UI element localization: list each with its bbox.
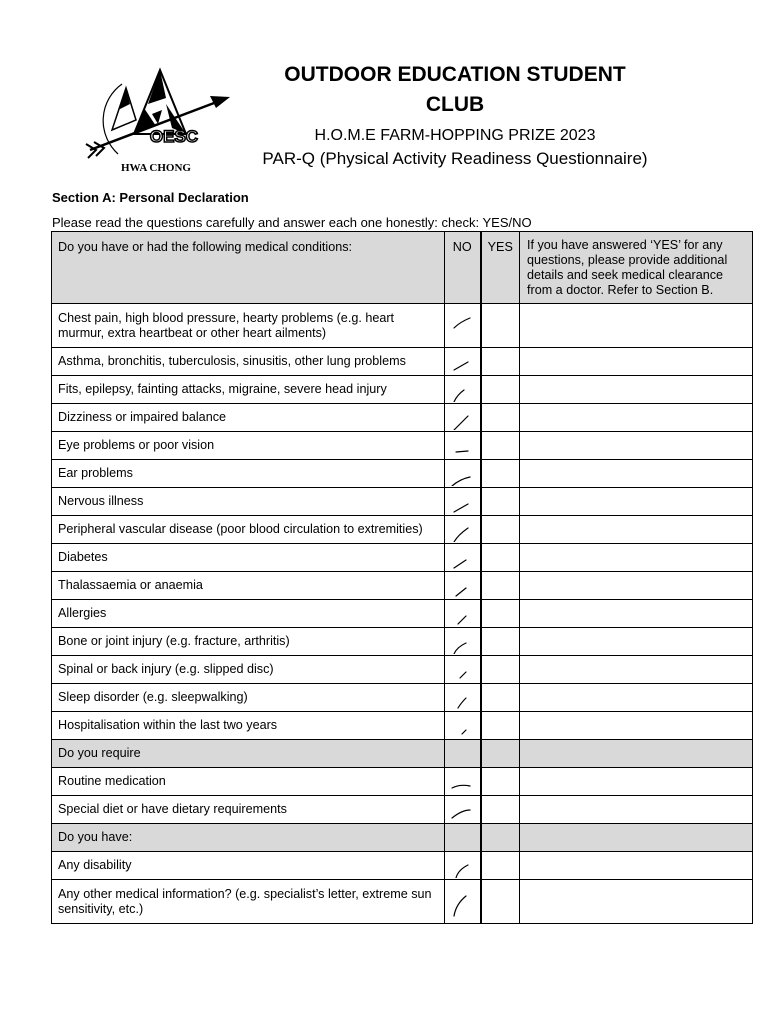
details-cell[interactable] (520, 404, 753, 432)
details-cell[interactable] (520, 880, 753, 924)
header-notes: If you have answered ‘YES’ for any questions, please provide additional details and seek medical clearance from a doctor. Refer to Section B. (520, 232, 753, 304)
condition-label: Any other medical information? (e.g. specialist’s letter, extreme sun sensitivity, etc.) (52, 880, 445, 924)
condition-label: Allergies (52, 600, 445, 628)
table-header-row (52, 232, 753, 304)
handwritten-tick-icon (448, 714, 476, 738)
handwritten-tick-icon (448, 770, 476, 794)
yes-checkbox-cell (481, 824, 520, 852)
condition-label: Thalassaemia or anaemia (52, 572, 445, 600)
no-checkbox-cell[interactable] (445, 488, 481, 516)
handwritten-tick-icon (448, 434, 476, 458)
no-checkbox-cell[interactable] (445, 572, 481, 600)
handwritten-tick-icon (448, 854, 476, 878)
logo-bottom-text: HWA CHONG (121, 162, 191, 174)
yes-checkbox-cell[interactable] (481, 628, 520, 656)
condition-label: Peripheral vascular disease (poor blood circulation to extremities) (52, 516, 445, 544)
group-label: Do you require (52, 740, 445, 768)
handwritten-tick-icon (448, 350, 476, 374)
section-a-heading: Section A: Personal Declaration (52, 190, 249, 205)
group-label: Do you have: (52, 824, 445, 852)
handwritten-tick-icon (448, 546, 476, 570)
handwritten-tick-icon (448, 406, 476, 430)
yes-checkbox-cell[interactable] (481, 516, 520, 544)
condition-label: Special diet or have dietary requirements (52, 796, 445, 824)
details-cell[interactable] (520, 852, 753, 880)
group-header-row (52, 824, 753, 852)
handwritten-tick-icon (448, 658, 476, 682)
no-checkbox-cell[interactable] (445, 376, 481, 404)
table-row (52, 460, 753, 488)
details-cell[interactable] (520, 432, 753, 460)
handwritten-tick-icon (448, 686, 476, 710)
no-checkbox-cell[interactable] (445, 796, 481, 824)
handwritten-tick-icon (448, 574, 476, 598)
yes-checkbox-cell[interactable] (481, 460, 520, 488)
yes-checkbox-cell[interactable] (481, 712, 520, 740)
subtitle: H.O.M.E FARM-HOPPING PRIZE 2023 (314, 127, 596, 144)
details-cell (520, 740, 753, 768)
condition-label: Asthma, bronchitis, tuberculosis, sinusitis, other lung problems (52, 348, 445, 376)
table-row (52, 656, 753, 684)
no-checkbox-cell[interactable] (445, 460, 481, 488)
handwritten-tick-icon (448, 630, 476, 654)
no-checkbox-cell[interactable] (445, 684, 481, 712)
handwritten-tick-icon (448, 378, 476, 402)
yes-checkbox-cell[interactable] (481, 852, 520, 880)
table-row (52, 304, 753, 348)
table-row (52, 348, 753, 376)
handwritten-tick-icon (448, 518, 476, 542)
no-checkbox-cell[interactable] (445, 852, 481, 880)
table-row (52, 600, 753, 628)
no-checkbox-cell (445, 740, 481, 768)
no-checkbox-cell[interactable] (445, 544, 481, 572)
yes-checkbox-cell[interactable] (481, 656, 520, 684)
oesc-logo (82, 64, 232, 176)
no-checkbox-cell[interactable] (445, 432, 481, 460)
section-a-instruction: Please read the questions carefully and answer each one honestly: check: YES/NO (52, 215, 532, 230)
details-cell[interactable] (520, 628, 753, 656)
details-cell[interactable] (520, 572, 753, 600)
details-cell[interactable] (520, 304, 753, 348)
details-cell[interactable] (520, 376, 753, 404)
header-yes: YES (481, 232, 520, 304)
table-row (52, 712, 753, 740)
details-cell (520, 824, 753, 852)
table-row (52, 544, 753, 572)
yes-checkbox-cell[interactable] (481, 768, 520, 796)
yes-checkbox-cell[interactable] (481, 684, 520, 712)
yes-checkbox-cell[interactable] (481, 376, 520, 404)
no-checkbox-cell[interactable] (445, 628, 481, 656)
handwritten-tick-icon (448, 882, 476, 922)
condition-label: Eye problems or poor vision (52, 432, 445, 460)
no-checkbox-cell[interactable] (445, 712, 481, 740)
condition-label: Dizziness or impaired balance (52, 404, 445, 432)
logo-main-text: OESC (149, 127, 199, 146)
details-cell[interactable] (520, 348, 753, 376)
table-row (52, 880, 753, 924)
no-checkbox-cell[interactable] (445, 768, 481, 796)
yes-checkbox-cell[interactable] (481, 488, 520, 516)
details-cell[interactable] (520, 488, 753, 516)
yes-checkbox-cell[interactable] (481, 544, 520, 572)
condition-label: Routine medication (52, 768, 445, 796)
condition-label: Sleep disorder (e.g. sleepwalking) (52, 684, 445, 712)
table-row (52, 572, 753, 600)
yes-checkbox-cell[interactable] (481, 432, 520, 460)
details-cell[interactable] (520, 516, 753, 544)
yes-checkbox-cell[interactable] (481, 572, 520, 600)
condition-label: Nervous illness (52, 488, 445, 516)
title-line-1: OUTDOOR EDUCATION STUDENT (284, 63, 626, 86)
no-checkbox-cell[interactable] (445, 304, 481, 348)
yes-checkbox-cell[interactable] (481, 404, 520, 432)
handwritten-tick-icon (448, 798, 476, 822)
details-cell[interactable] (520, 768, 753, 796)
yes-checkbox-cell[interactable] (481, 880, 520, 924)
title-line-2: CLUB (425, 93, 485, 116)
table-row (52, 404, 753, 432)
details-cell[interactable] (520, 796, 753, 824)
handwritten-tick-icon (448, 490, 476, 514)
handwritten-tick-icon (448, 306, 476, 346)
header-question: Do you have or had the following medical conditions: (52, 232, 445, 304)
details-cell[interactable] (520, 544, 753, 572)
subtitle-parq: PAR-Q (Physical Activity Readiness Questionnaire) (262, 149, 648, 168)
yes-checkbox-cell (481, 740, 520, 768)
condition-label: Any disability (52, 852, 445, 880)
no-checkbox-cell[interactable] (445, 600, 481, 628)
condition-label: Ear problems (52, 460, 445, 488)
table-row (52, 628, 753, 656)
group-header-row (52, 740, 753, 768)
table-row (52, 488, 753, 516)
no-checkbox-cell[interactable] (445, 404, 481, 432)
table-row (52, 852, 753, 880)
table-row (52, 768, 753, 796)
handwritten-tick-icon (448, 602, 476, 626)
condition-label: Fits, epilepsy, fainting attacks, migraine, severe head injury (52, 376, 445, 404)
table-row (52, 432, 753, 460)
document-header (240, 60, 670, 170)
no-checkbox-cell[interactable] (445, 516, 481, 544)
condition-label: Hospitalisation within the last two years (52, 712, 445, 740)
handwritten-tick-icon (448, 462, 476, 486)
details-cell[interactable] (520, 656, 753, 684)
details-cell[interactable] (520, 600, 753, 628)
condition-label: Chest pain, high blood pressure, hearty problems (e.g. heart murmur, extra heartbeat or other heart ailments) (52, 304, 445, 348)
yes-checkbox-cell[interactable] (481, 600, 520, 628)
no-checkbox-cell[interactable] (445, 348, 481, 376)
yes-checkbox-cell[interactable] (481, 348, 520, 376)
condition-label: Bone or joint injury (e.g. fracture, arthritis) (52, 628, 445, 656)
table-row (52, 516, 753, 544)
details-cell[interactable] (520, 712, 753, 740)
yes-checkbox-cell[interactable] (481, 304, 520, 348)
header-no: NO (445, 232, 481, 304)
table-row (52, 376, 753, 404)
yes-checkbox-cell[interactable] (481, 796, 520, 824)
table-row (52, 684, 753, 712)
details-cell[interactable] (520, 460, 753, 488)
no-checkbox-cell (445, 824, 481, 852)
table-row (52, 796, 753, 824)
condition-label: Spinal or back injury (e.g. slipped disc) (52, 656, 445, 684)
no-checkbox-cell[interactable] (445, 880, 481, 924)
no-checkbox-cell[interactable] (445, 656, 481, 684)
medical-conditions-table (51, 231, 753, 924)
details-cell[interactable] (520, 684, 753, 712)
condition-label: Diabetes (52, 544, 445, 572)
